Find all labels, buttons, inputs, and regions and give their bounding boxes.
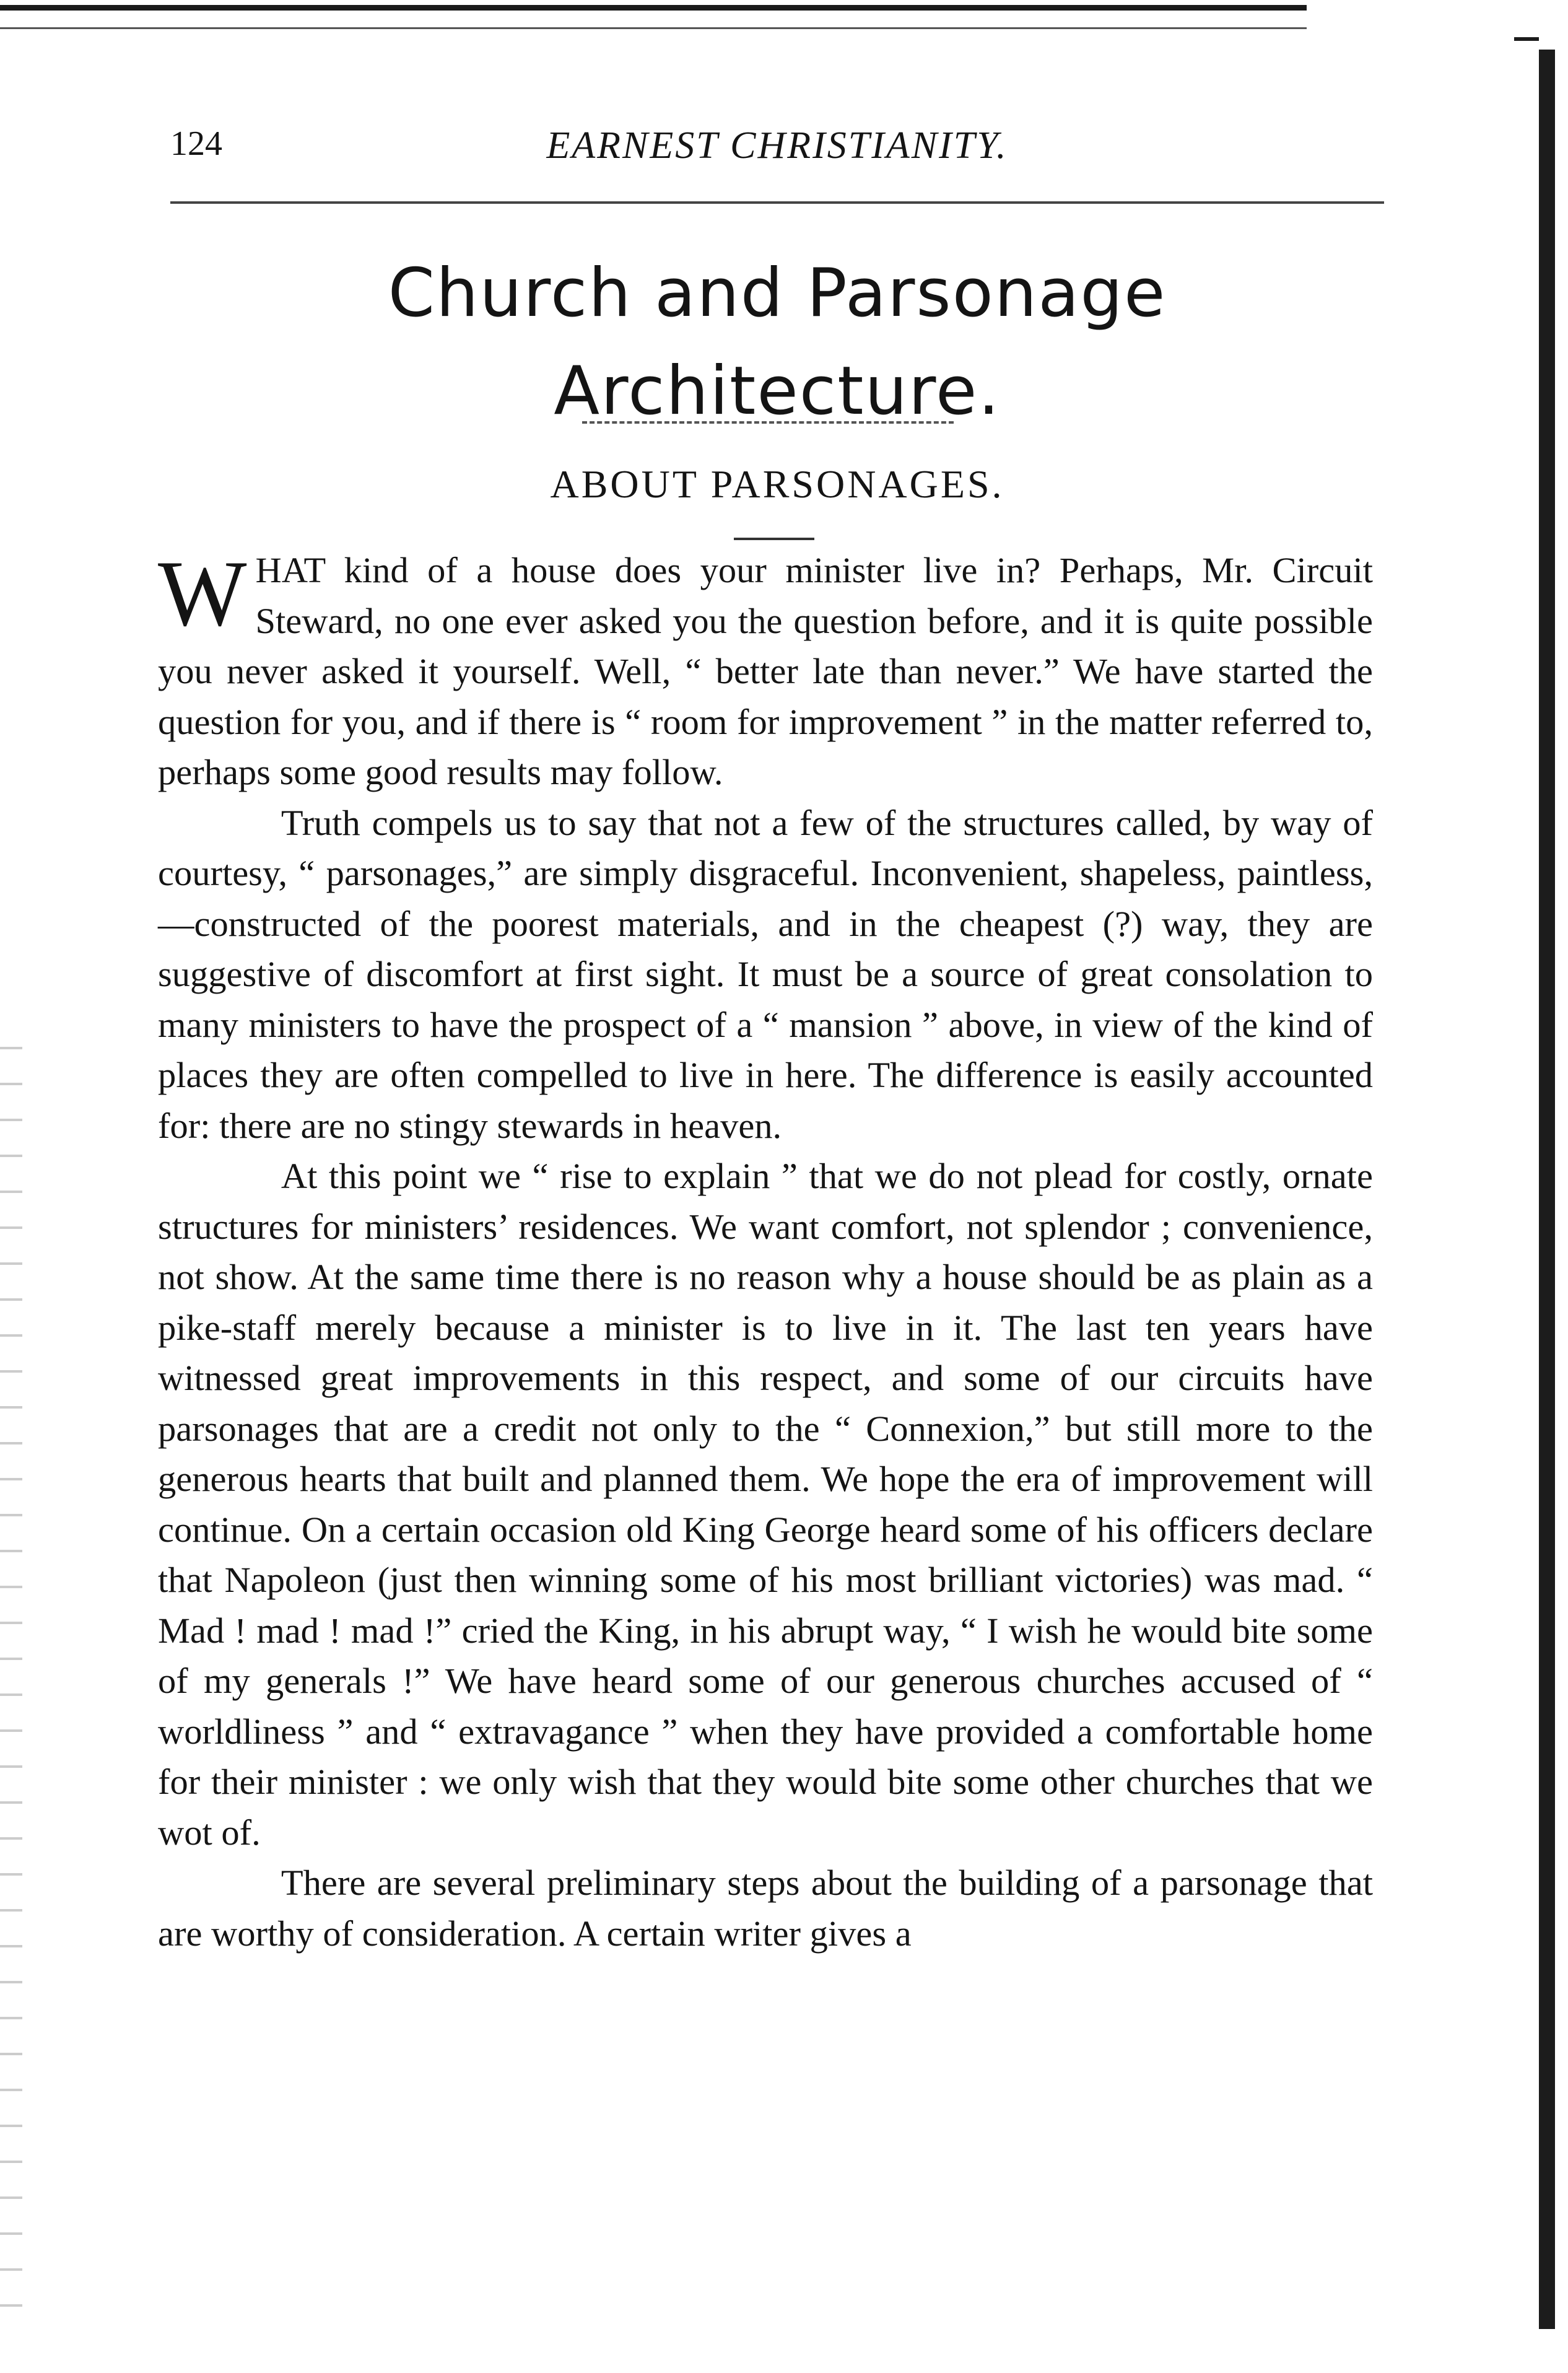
paragraph-2: Truth compels us to say that not a few of the structures called, by way of courtesy, “ parsonages,” are simply disgraceful. Inconvenient, shapeless, paintless,—constructed of the poorest materials, and in the cheapest (?) way, they are suggestive of discomfort at first sight. It must be a source of great consolation to many ministers to have the prospect of a “ mansion ” above, in view of the kind of places they are often compelled to live in here. The difference is easily accounted for: there are no stingy stewards in heaven. bbox=[158, 802, 1373, 1146]
paragraph-1 bbox=[158, 541, 1373, 798]
gutter-noise bbox=[0, 1028, 22, 2329]
page-top-border-thin bbox=[0, 27, 1307, 29]
paragraph-3: At this point we “ rise to explain ” that we do not plead for costly, ornate structures for ministers’ residences. We want comfort, not splendor ; convenience, not show. At the same time there is no reason why a house should be as plain as a pike-staff merely because a minister is to live in it. The last ten years have witnessed great improvements in this respect, and some of our circuits have parsonages that are a credit not only to the “ Connexion,” but still more to the generous hearts that built and planned them. We hope the era of improvement will continue. On a certain occasion old King George heard some of his officers declare that Napoleon (just then winning some of his most brilliant victories) was mad. “ Mad ! mad ! mad !” cried the King, in his abrupt way, “ I wish he would bite some of my generals !” We have heard some of our generous churches accused of “ worldliness ” and “ extravagance ” when they have provided a comfortable home for their minister : we only wish that they would bite some other churches that we wot of. bbox=[158, 1156, 1373, 1853]
running-title: EARNEST CHRISTIANITY. bbox=[546, 125, 1008, 167]
section-heading: ABOUT PARSONAGES. bbox=[550, 462, 1004, 506]
paragraph-1-text: kind of a house does your minister live in? Perhaps, Mr. Circuit Steward, no one ever asked you the question before, and it is quite possible you never asked it yourself. Well, “ better late than never.” We have started the question for you, and if there is “ room for improvement ” in the matter referred to, perhaps some good results may follow. bbox=[158, 550, 1373, 792]
page-top-border bbox=[0, 5, 1307, 11]
binding-corner bbox=[1514, 37, 1539, 59]
lead-word: HAT bbox=[255, 550, 326, 590]
page-number: 124 bbox=[170, 125, 222, 163]
binding-edge bbox=[1539, 50, 1555, 2329]
article-title: Church and Parsonage Architecture. bbox=[388, 255, 1167, 430]
article-body bbox=[158, 541, 1373, 1959]
section-rule bbox=[734, 538, 814, 540]
header-rule bbox=[170, 201, 1384, 204]
title-rule bbox=[582, 421, 954, 424]
paragraph-4: There are several preliminary steps about the building of a parsonage that are worthy of consideration. A certain writer gives a bbox=[158, 1863, 1373, 1954]
running-header bbox=[170, 124, 1384, 192]
drop-cap: W bbox=[158, 541, 247, 645]
